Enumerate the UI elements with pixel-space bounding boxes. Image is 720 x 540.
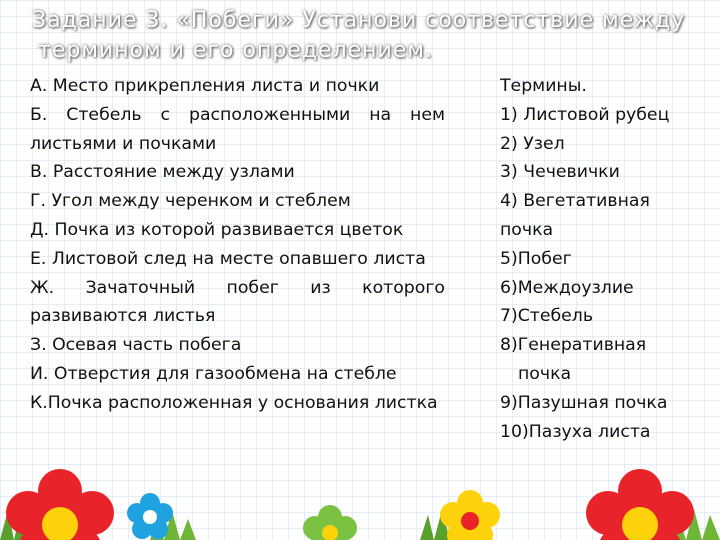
slide-title: [32, 6, 712, 66]
definition-g: Г. Угол между черенком и стеблем: [30, 191, 351, 212]
term-item-continuation: почка: [500, 219, 554, 240]
term-item: 6)Междоузлие: [500, 277, 634, 298]
definition-k: К.Почка расположенная у основания листка: [30, 392, 438, 413]
term-item: 1) Листовой рубец: [500, 104, 670, 125]
definition-i: И. Отверстия для газообмена на стебле: [30, 363, 397, 384]
terms-heading: Термины.: [500, 76, 587, 96]
definition-b: Б. Стебель с расположенными на нем листьями и почками: [30, 104, 445, 154]
red-flower-left: [6, 469, 114, 540]
blue-flower: [127, 493, 173, 539]
term-item: 3) Чечевички: [500, 162, 620, 183]
red-flower-right: [586, 469, 694, 540]
term-item: 2) Узел: [500, 133, 565, 154]
definition-v: В. Расстояние между узлами: [30, 162, 295, 183]
definitions-list: [30, 72, 445, 418]
term-item: 10)Пазуха листа: [500, 421, 651, 442]
term-item: 9)Пазушная почка: [500, 392, 668, 413]
slide-title-line-2: термином и его определением.: [38, 38, 433, 63]
definition-e: Е. Листовой след на месте опавшего листа: [30, 248, 426, 269]
definition-d: Д. Почка из которой развивается цветок: [30, 219, 404, 240]
definition-z: З. Осевая часть побега: [30, 335, 242, 356]
term-item: 4) Вегетативная: [500, 191, 650, 212]
slide-title-line-1: Задание 3. «Побеги» Установи соответствие между: [32, 8, 686, 33]
terms-list: [500, 72, 700, 446]
green-flower: [303, 505, 357, 540]
definition-a: А. Место прикрепления листа и почки: [30, 76, 380, 96]
term-item-continuation: почка: [518, 363, 572, 384]
yellow-flower: [440, 490, 500, 540]
flower-decoration: [0, 455, 720, 540]
definition-zh: Ж. Зачаточный побег из которого развиваются листья: [30, 277, 445, 327]
term-item: 7)Стебель: [500, 306, 594, 327]
term-item: 8)Генеративная: [500, 335, 647, 356]
term-item: 5)Побег: [500, 248, 572, 269]
